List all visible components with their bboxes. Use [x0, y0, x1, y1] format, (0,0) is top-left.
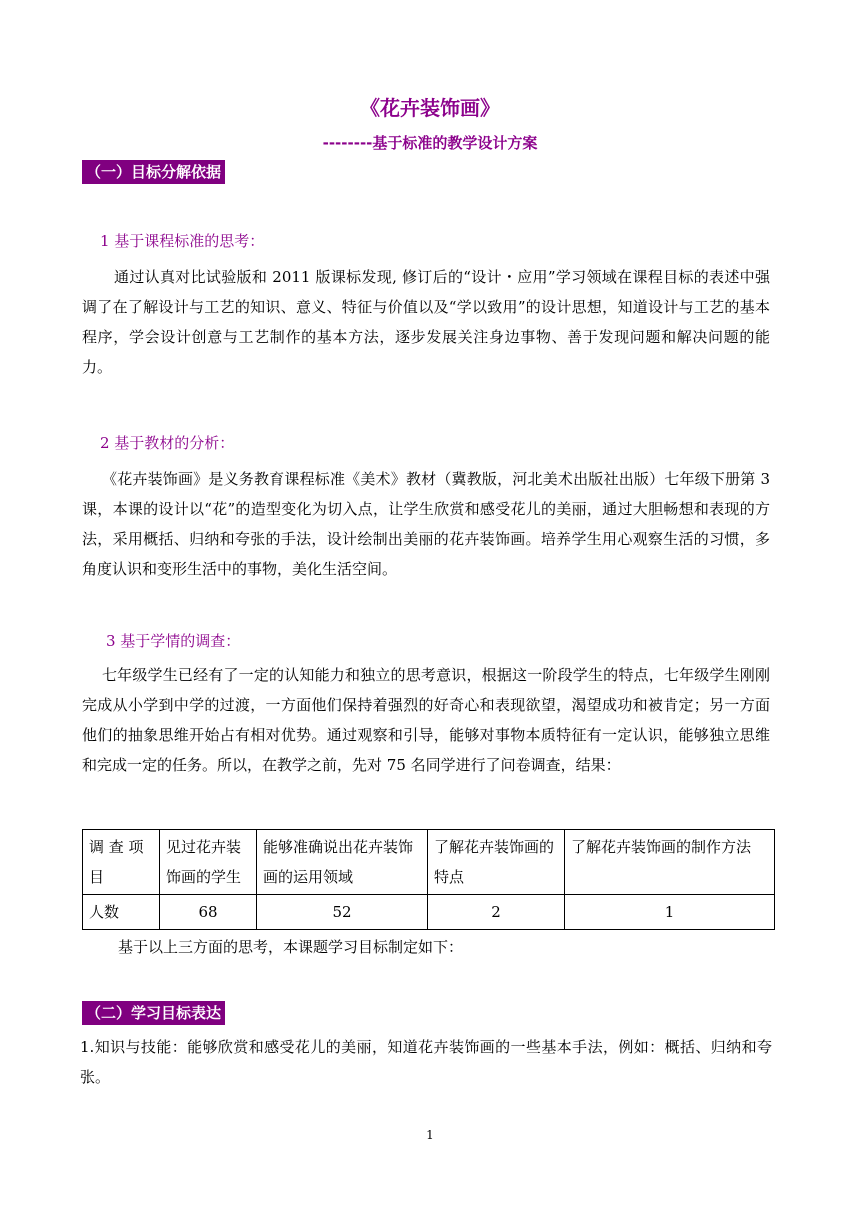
subheading-curriculum: 1 基于课程标准的思考： — [100, 232, 265, 250]
survey-table — [82, 829, 775, 930]
page-number: 1 — [426, 1128, 434, 1142]
table-cell: 1 — [565, 895, 775, 930]
section-heading-1: （一）目标分解依据 — [82, 160, 225, 184]
table-header-cell: 能够准确说出花卉装饰画的运用领域 — [257, 830, 428, 895]
table-cell: 2 — [428, 895, 565, 930]
document-subtitle: --------基于标准的教学设计方案 — [322, 134, 538, 152]
table-header-row — [83, 830, 775, 895]
table-row — [83, 895, 775, 930]
subheading-learners: 3 基于学情的调查： — [106, 632, 241, 650]
table-cell: 52 — [257, 895, 428, 930]
table-header-cell: 了解花卉装饰画的特点 — [428, 830, 565, 895]
objective-item-1: 1.知识与技能：能够欣赏和感受花儿的美丽，知道花卉装饰画的一些基本手法，例如：概括、归纳和夸张。 — [80, 1038, 772, 1086]
document-title: 《花卉装饰画》 — [360, 96, 500, 120]
conclusion-text: 基于以上三方面的思考，本课题学习目标制定如下： — [118, 938, 464, 956]
paragraph-learners: 七年级学生已经有了一定的认知能力和独立的思考意识，根据这一阶段学生的特点，七年级学生刚刚完成从小学到中学的过渡，一方面他们保持着强烈的好奇心和表现欲望，渴望成功和被肯定；另一方面他们的抽象思维开始占有相对优势。通过观察和引导，能够对事物本质特征有一定认识，能够独立思维和完成一定的任务。所以，在教学之前，先对 75 名同学进行了问卷调查，结果： — [82, 666, 770, 774]
paragraph-curriculum: 通过认真对比试验版和 2011 版课标发现, 修订后的“设计・应用”学习领域在课程目标的表述中强调了在了解设计与工艺的知识、意义、特征与价值以及“学以致用”的设计思想，知道设计与工艺的基本程序，学会设计创意与工艺制作的基本方法，逐步发展关注身边事物、善于发现问题和解决问题的能力。 — [82, 268, 770, 376]
table-header-cell: 见过花卉装饰画的学生 — [160, 830, 257, 895]
subheading-textbook: 2 基于教材的分析： — [100, 434, 235, 452]
table-header-cell: 了解花卉装饰画的制作方法 — [565, 830, 775, 895]
table-cell: 68 — [160, 895, 257, 930]
section-heading-2: （二）学习目标表达 — [82, 1001, 225, 1025]
paragraph-textbook: 《花卉装饰画》是义务教育课程标准《美术》教材（冀教版，河北美术出版社出版）七年级下册第 3 课，本课的设计以“花”的造型变化为切入点，让学生欣赏和感受花儿的美丽，通过大胆畅想和表现的方法，采用概括、归纳和夸张的手法，设计绘制出美丽的花卉装饰画。培养学生用心观察生活的习惯，多角度认识和变形生活中的事物，美化生活空间。 — [82, 470, 770, 578]
table-row-label: 人数 — [83, 895, 160, 930]
table-header-cell: 调 查 项目 — [83, 830, 160, 895]
